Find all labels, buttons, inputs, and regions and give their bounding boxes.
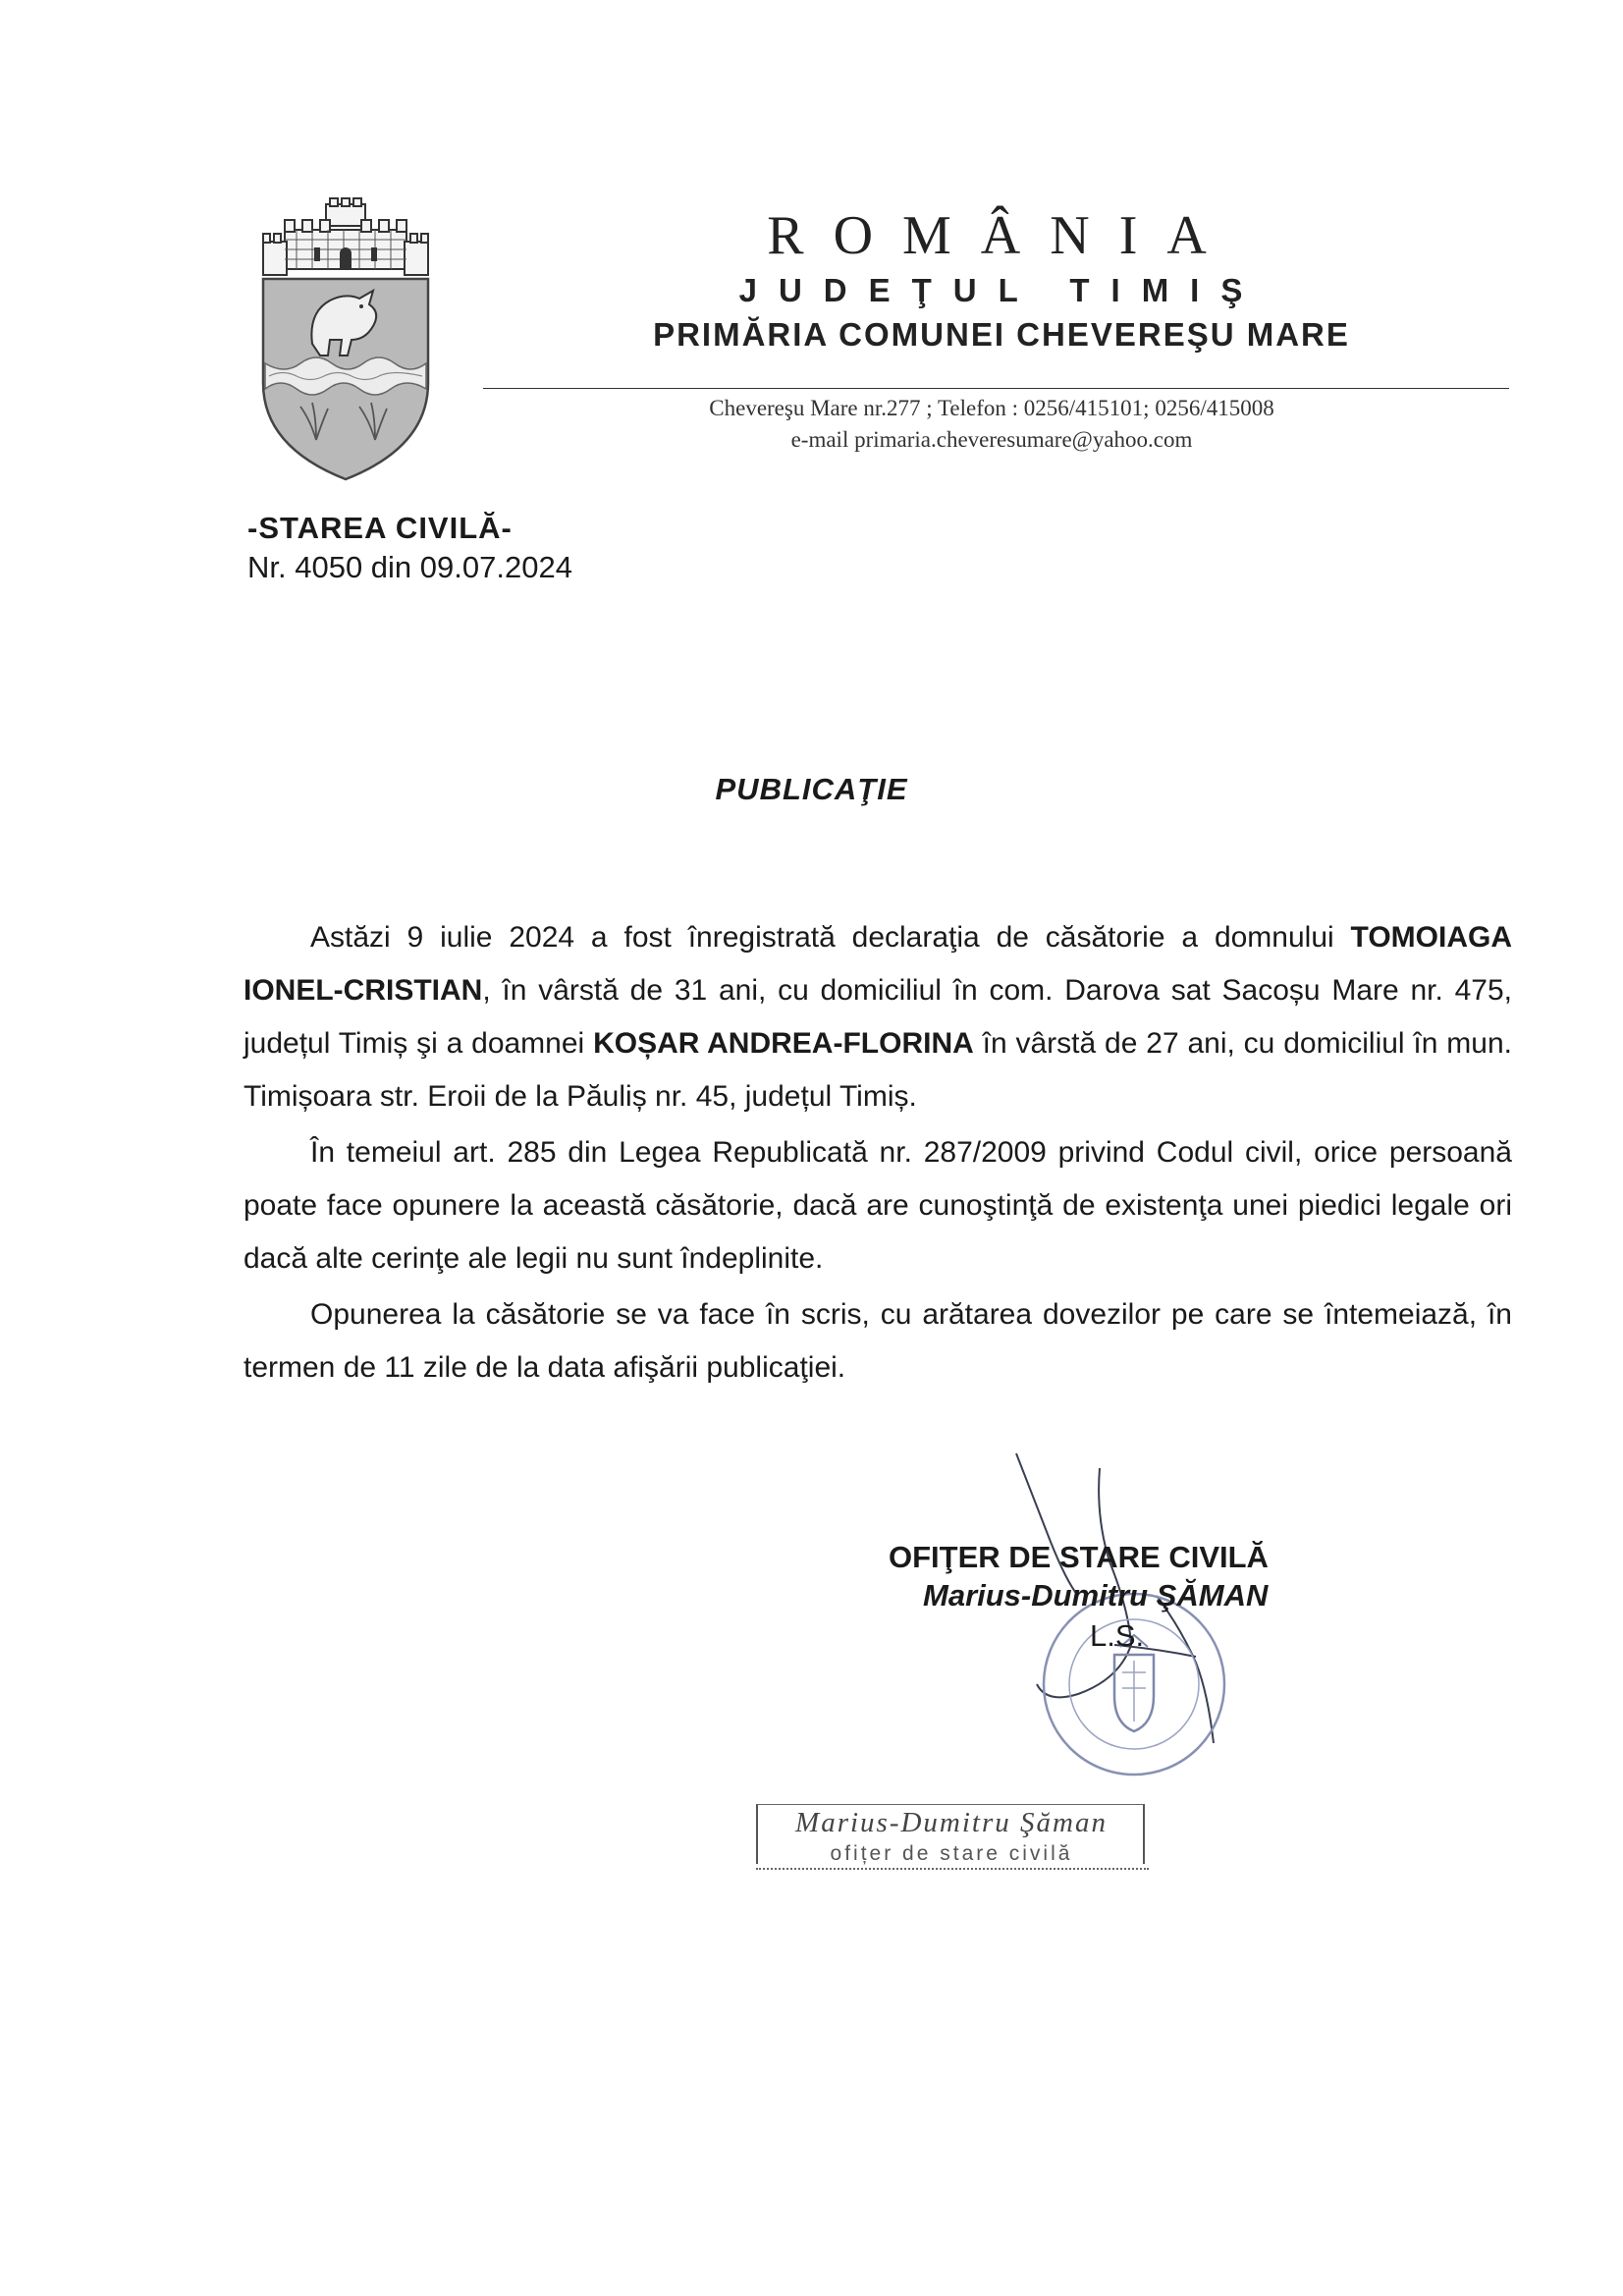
signatory-name: Marius-Dumitru ŞĂMAN: [923, 1578, 1269, 1613]
bride-name: KOȘAR ANDREA-FLORINA: [593, 1027, 974, 1060]
department-label: -STAREA CIVILĂ-: [247, 511, 513, 545]
declaration-lead: Astăzi 9 iulie 2024 a fost înregistrată declaraţia de căsătorie a domnului: [310, 921, 1351, 954]
county-heading: JUDEŢUL TIMIŞ: [738, 272, 1265, 308]
declaration-mid: , în vârstă de 31 ani, cu domiciliul în com. Darova sat Sacoșu Mare nr. 475, județul Timiș şi a doamnei: [243, 974, 1512, 1060]
country-heading: ROMÂNIA: [767, 205, 1236, 266]
header-divider: [483, 388, 1509, 389]
paragraph-opposition: Opunerea la căsătorie se va face în scris, cu arătarea dovezilor pe care se întemeiază, în termen de 11 zile de la data afişării publicaţiei.: [243, 1298, 1512, 1384]
email-line: e-mail primaria.cheveresumare@yahoo.com: [790, 427, 1193, 452]
groom-name: TOMOIAGA IONEL-CRISTIAN: [243, 921, 1512, 1007]
signatory-role: OFIŢER DE STARE CIVILĂ: [889, 1540, 1269, 1574]
document-title: PUBLICAŢIE: [715, 772, 908, 806]
paragraph-declaration: [243, 911, 1512, 1123]
stamp-role: ofițer de stare civilă: [830, 1842, 1073, 1865]
locus-sigilli: L.S.: [1090, 1618, 1145, 1653]
address-phone-line: Chevereşu Mare nr.277 ; Telefon : 0256/415101; 0256/415008: [709, 396, 1274, 420]
paragraph-legal-basis: În temeiul art. 285 din Legea Republicată nr. 287/2009 privind Codul civil, orice persoană poate face opunere la această căsătorie, dacă are cunoştinţă de existenţa unei piedici legale ori dacă alte cerinţe ale legii nu sunt îndeplinite.: [243, 1136, 1512, 1275]
contact-block: [550, 393, 1434, 456]
declaration-tail: în vârstă de 27 ani, cu domiciliul în mun. Timișoara str. Eroii de la Păuliș nr. 45, județul Timiș.: [243, 1027, 1512, 1113]
registration-number: Nr. 4050 din 09.07.2024: [247, 550, 572, 584]
notice-body: [243, 911, 1512, 1397]
round-seal-icon: [1036, 1586, 1232, 1782]
stamp-name: Marius-Dumitru Şăman: [795, 1807, 1108, 1838]
office-heading: PRIMĂRIA COMUNEI CHEVEREŞU MARE: [653, 316, 1350, 353]
stamp-underline: [756, 1868, 1149, 1870]
coat-of-arms-icon: [257, 196, 434, 481]
